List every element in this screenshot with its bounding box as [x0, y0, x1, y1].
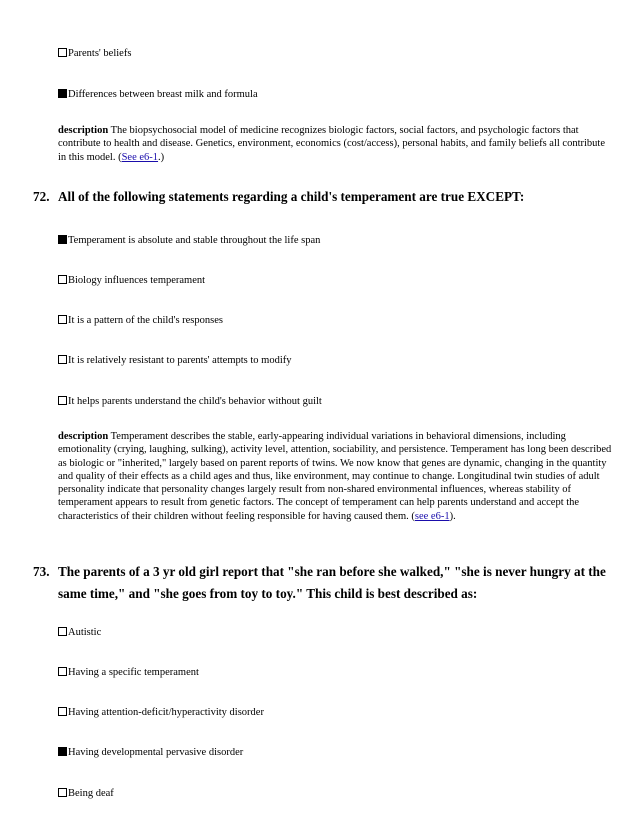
- checkbox-icon[interactable]: [58, 788, 67, 797]
- checkbox-checked-icon[interactable]: [58, 235, 67, 244]
- checkbox-checked-icon[interactable]: [58, 747, 67, 756]
- question-number: 72.: [33, 189, 50, 204]
- option-q73-2[interactable]: [58, 666, 199, 679]
- option-q72-1[interactable]: [58, 234, 320, 247]
- checkbox-icon[interactable]: [58, 627, 67, 636]
- reference-link[interactable]: see e6-1: [414, 510, 450, 522]
- option-label: Biology influences temperament: [68, 275, 206, 286]
- option-label: Parents' beliefs: [68, 48, 132, 59]
- option-label: Differences between breast milk and formula: [68, 89, 258, 100]
- explanation-label: description: [58, 431, 109, 442]
- option-q73-4[interactable]: [58, 746, 243, 759]
- explanation-after: ).: [449, 510, 456, 522]
- checkbox-checked-icon[interactable]: [58, 89, 67, 98]
- question-number: 73.: [33, 564, 50, 579]
- option-q73-5[interactable]: [58, 787, 114, 800]
- option-q72-4[interactable]: [58, 354, 292, 367]
- checkbox-icon[interactable]: [58, 707, 67, 716]
- question-text: The parents of a 3 yr old girl report that "she ran before she walked," "she is never hungry at the same time," and "she goes from toy to toy." This child is best described as:: [58, 564, 606, 601]
- option-label: Having developmental pervasive disorder: [68, 747, 244, 758]
- option-label: Temperament is absolute and stable throughout the life span: [68, 235, 321, 246]
- option-q72-3[interactable]: [58, 314, 223, 327]
- option-label: Autistic: [68, 627, 102, 638]
- explanation-prev: [58, 124, 614, 164]
- option-parents-beliefs[interactable]: [58, 47, 131, 60]
- option-breast-milk-formula[interactable]: [58, 88, 258, 101]
- checkbox-icon[interactable]: [58, 48, 67, 57]
- explanation-after: .): [158, 151, 165, 163]
- explanation-text: The biopsychosocial model of medicine recognizes biologic factors, social factors, and psychologic factors that contribute to health and disease. Genetics, environment, economics (cost/access), personal habits, and family beliefs all contribute in this model. (: [58, 125, 605, 163]
- checkbox-icon[interactable]: [58, 396, 67, 405]
- explanation-label: description: [58, 125, 109, 136]
- option-label: It helps parents understand the child's behavior without guilt: [68, 396, 322, 407]
- option-q73-1[interactable]: [58, 626, 101, 639]
- option-q72-5[interactable]: [58, 395, 322, 408]
- option-q72-2[interactable]: [58, 274, 205, 287]
- option-label: It is relatively resistant to parents' attempts to modify: [68, 355, 292, 366]
- checkbox-icon[interactable]: [58, 355, 67, 364]
- question-text: All of the following statements regarding a child's temperament are true EXCEPT:: [58, 189, 525, 204]
- option-label: It is a pattern of the child's responses: [68, 315, 223, 326]
- checkbox-icon[interactable]: [58, 275, 67, 284]
- option-label: Being deaf: [68, 788, 114, 799]
- option-label: Having a specific temperament: [68, 667, 199, 678]
- explanation-q72: [58, 430, 614, 523]
- option-label: Having attention-deficit/hyperactivity disorder: [68, 707, 264, 718]
- checkbox-icon[interactable]: [58, 667, 67, 676]
- reference-link[interactable]: See e6-1: [121, 151, 159, 163]
- explanation-text: Temperament describes the stable, early-appearing individual variations in behavioral dimensions, including emotionality (crying, laughing, sulking), activity level, attention, sociability, and persistence. Temperament has long been described as biologic or "inherited," largely based on parent reports of twins. We now know that genes are dynamic, changing in the quantity and quality of their effects as a child ages and thus, like environment, may continue to change. Longitudinal twin studies of adult personality indicate that personality changes largely result from non-shared environmental influences, whereas stability of temperament appears to result from genetic factors. The concept of temperament can help parents understand and accept the characteristics of their children without feeling responsible for having caused them. (: [58, 431, 612, 522]
- option-q73-3[interactable]: [58, 706, 264, 719]
- checkbox-icon[interactable]: [58, 315, 67, 324]
